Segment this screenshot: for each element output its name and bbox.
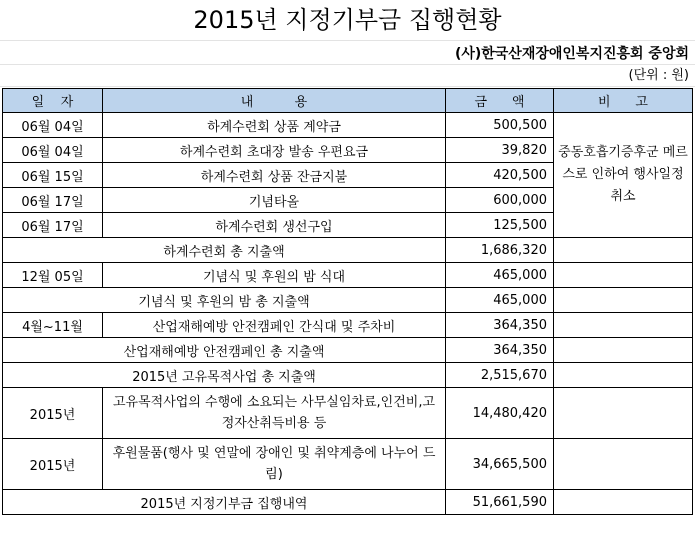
amount-cell: 125,500	[446, 213, 554, 238]
content-cell: 하계수련회 상품 계약금	[103, 113, 446, 138]
remark-cell	[554, 490, 693, 515]
header-date: 일 자	[3, 89, 103, 113]
remark-cell	[554, 338, 693, 363]
subtotal-row	[3, 363, 693, 388]
header-amount: 금 액	[446, 89, 554, 113]
subtotal-row	[3, 338, 693, 363]
organization-name: (사)한국산재장애인복지진흥회 중앙회	[454, 46, 689, 62]
date-cell: 2015년	[3, 439, 103, 490]
content-cell: 하계수련회 상품 잔금지불	[103, 163, 446, 188]
amount-cell: 34,665,500	[446, 439, 554, 490]
amount-cell: 364,350	[446, 313, 554, 338]
content-cell: 산업재해예방 안전캠페인 간식대 및 주차비	[103, 313, 446, 338]
date-cell: 12월 05일	[3, 263, 103, 288]
amount-cell: 2,515,670	[446, 363, 554, 388]
content-cell: 하계수련회 생선구입	[103, 213, 446, 238]
date-cell: 06월 15일	[3, 163, 103, 188]
date-cell: 06월 17일	[3, 213, 103, 238]
content-cell: 후원물품(행사 및 연말에 장애인 및 취약계층에 나누어 드림)	[103, 439, 446, 490]
unit-label: (단위 : 원)	[628, 68, 689, 83]
content-cell: 기념타올	[103, 188, 446, 213]
remark-cell	[554, 288, 693, 313]
subtotal-label: 하계수련회 총 지출액	[3, 238, 446, 263]
table-row	[3, 113, 693, 138]
remark-cell	[554, 263, 693, 288]
header-row	[3, 89, 693, 113]
grid-line	[0, 86, 695, 87]
total-amount: 51,661,590	[446, 490, 554, 515]
total-label: 2015년 지정기부금 집행내역	[3, 490, 446, 515]
subtotal-row	[3, 238, 693, 263]
amount-cell: 465,000	[446, 288, 554, 313]
amount-cell: 14,480,420	[446, 388, 554, 439]
content-cell: 하계수련회 초대장 발송 우편요금	[103, 138, 446, 163]
page-title: 2015년 지정기부금 집행현황	[193, 6, 502, 34]
date-cell: 2015년	[3, 388, 103, 439]
remark-note: 중동호흡기증후군 메르스로 인하여 행사일정 취소	[554, 113, 693, 238]
content-cell: 고유목적사업의 수행에 소요되는 사무실임차료,인건비,고정자산취득비용 등	[103, 388, 446, 439]
amount-cell: 1,686,320	[446, 238, 554, 263]
table-row	[3, 313, 693, 338]
amount-cell: 39,820	[446, 138, 554, 163]
amount-cell: 500,500	[446, 113, 554, 138]
subtotal-label: 산업재해예방 안전캠페인 총 지출액	[3, 338, 446, 363]
content-cell: 기념식 및 후원의 밤 식대	[103, 263, 446, 288]
header-content: 내 용	[103, 89, 446, 113]
header-remark: 비 고	[554, 89, 693, 113]
remark-cell	[554, 363, 693, 388]
remark-cell	[554, 238, 693, 263]
subtotal-label: 2015년 고유목적사업 총 지출액	[3, 363, 446, 388]
remark-cell	[554, 388, 693, 439]
table-row	[3, 388, 693, 439]
amount-cell: 465,000	[446, 263, 554, 288]
amount-cell: 420,500	[446, 163, 554, 188]
date-cell: 4월~11월	[3, 313, 103, 338]
table-row	[3, 263, 693, 288]
date-cell: 06월 04일	[3, 113, 103, 138]
total-row	[3, 490, 693, 515]
date-cell: 06월 17일	[3, 188, 103, 213]
subtotal-label: 기념식 및 후원의 밤 총 지출액	[3, 288, 446, 313]
grid-line	[0, 64, 695, 65]
remark-cell	[554, 439, 693, 490]
table-row	[3, 439, 693, 490]
amount-cell: 600,000	[446, 188, 554, 213]
date-cell: 06월 04일	[3, 138, 103, 163]
subtotal-row	[3, 288, 693, 313]
expenditure-table	[2, 88, 693, 515]
grid-line	[0, 40, 695, 41]
amount-cell: 364,350	[446, 338, 554, 363]
remark-cell	[554, 313, 693, 338]
